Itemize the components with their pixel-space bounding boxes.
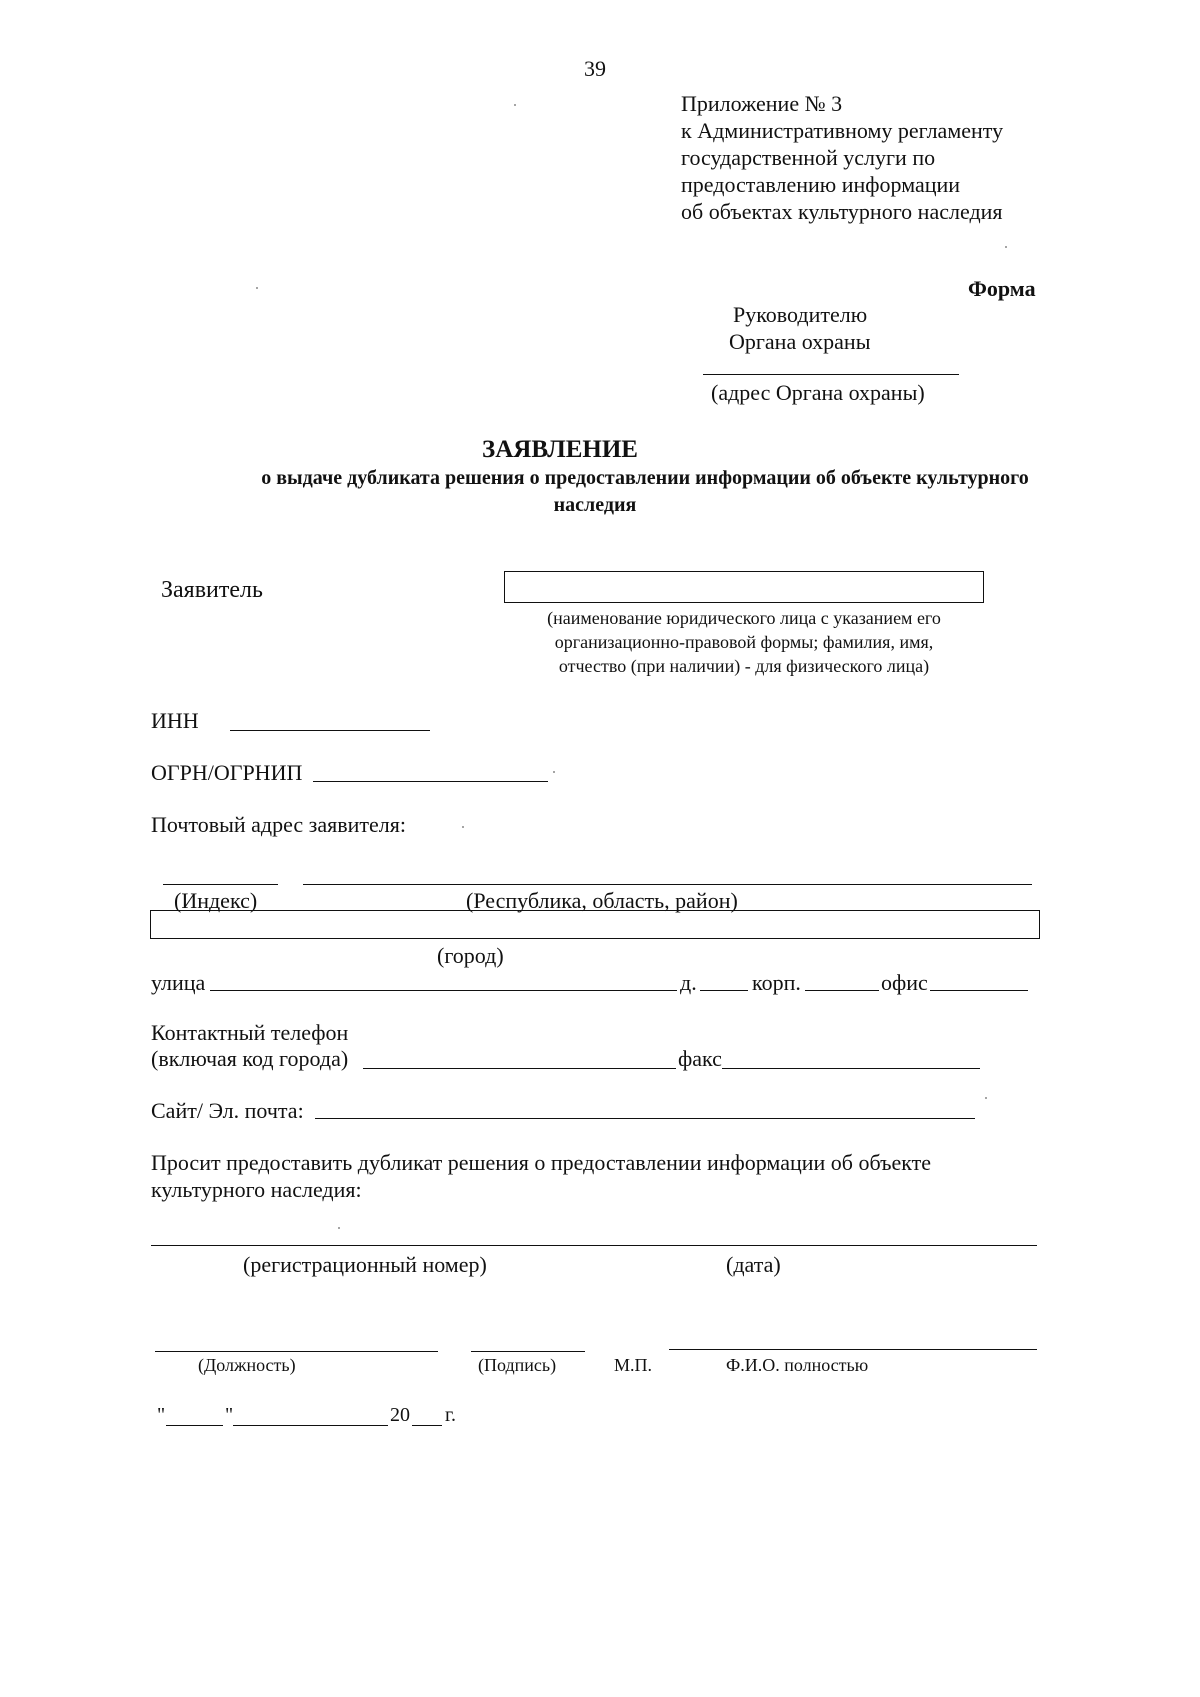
appendix-line-4: предоставлению информации [681, 172, 961, 197]
scan-speck [256, 287, 258, 289]
date-month-field[interactable] [233, 1425, 388, 1426]
building-field[interactable] [805, 990, 879, 991]
office-label: офис [881, 970, 928, 995]
position-field[interactable] [155, 1351, 438, 1352]
applicant-caption-line-2: организационно-правовой формы; фамилия, имя, [554, 632, 934, 652]
street-field[interactable] [210, 990, 677, 991]
date-year-prefix: 20 [390, 1404, 410, 1426]
fax-label: факс [678, 1046, 722, 1071]
site-email-field[interactable] [315, 1118, 975, 1119]
applicant-label: Заявитель [161, 577, 263, 603]
site-email-label: Сайт/ Эл. почта: [151, 1098, 304, 1123]
appendix-line-1: Приложение № 3 [681, 91, 843, 116]
postal-city-caption: (город) [437, 943, 504, 968]
postal-index-field[interactable] [163, 884, 278, 885]
date-day-field[interactable] [166, 1425, 223, 1426]
phone-label-line-2: (включая код города) [151, 1046, 349, 1071]
postal-index-caption: (Индекс) [174, 888, 258, 913]
office-field[interactable] [930, 990, 1028, 991]
scan-speck [1005, 246, 1007, 248]
scan-speck [338, 1227, 340, 1229]
house-field[interactable] [700, 990, 748, 991]
phone-label-line-1: Контактный телефон [151, 1020, 349, 1045]
request-text-line-2: культурного наследия: [151, 1177, 362, 1202]
scan-speck [514, 104, 516, 106]
reg-number-date-field[interactable] [151, 1245, 1037, 1246]
postal-city-field[interactable] [150, 910, 1040, 939]
form-label: Форма [968, 276, 1036, 301]
inn-field[interactable] [230, 730, 430, 731]
document-subtitle-line-1: о выдаче дубликата решения о предоставлении информации об объекте культурного [261, 467, 1029, 489]
street-label: улица [151, 970, 206, 995]
date-close-quote: " [225, 1404, 234, 1426]
applicant-caption-line-1: (наименование юридического лица с указанием его [547, 608, 941, 628]
addressee-address-caption: (адрес Органа охраны) [711, 380, 925, 405]
scan-speck [553, 771, 555, 773]
addressee-line-2: Органа охраны [729, 329, 871, 354]
position-caption: (Должность) [198, 1355, 296, 1375]
date-caption: (дата) [726, 1252, 781, 1277]
applicant-name-field[interactable] [504, 571, 984, 603]
applicant-caption-line-3: отчество (при наличии) - для физического лица) [558, 656, 930, 676]
addressee-line-1: Руководителю [733, 302, 868, 327]
ogrn-label: ОГРН/ОГРНИП [151, 760, 303, 785]
full-name-field[interactable] [669, 1349, 1037, 1350]
signature-caption: (Подпись) [478, 1355, 557, 1375]
appendix-line-5: об объектах культурного наследия [681, 199, 1003, 224]
addressee-address-line [703, 374, 959, 375]
signature-field[interactable] [471, 1351, 585, 1352]
building-label: корп. [752, 970, 801, 995]
postal-region-field[interactable] [303, 884, 1032, 885]
house-label: д. [680, 970, 697, 995]
date-open-quote: " [157, 1404, 166, 1426]
postal-region-caption: (Республика, область, район) [466, 888, 738, 913]
scan-speck [462, 826, 464, 828]
date-year-field[interactable] [412, 1425, 442, 1426]
postal-address-label: Почтовый адрес заявителя: [151, 812, 407, 837]
phone-field[interactable] [363, 1068, 676, 1069]
inn-label: ИНН [151, 708, 199, 733]
date-year-suffix: г. [445, 1404, 456, 1426]
appendix-line-2: к Административному регламенту [681, 118, 1004, 143]
page-number: 39 [584, 56, 606, 81]
document-subtitle-line-2: наследия [553, 494, 637, 516]
stamp-label: М.П. [614, 1355, 653, 1375]
ogrn-field[interactable] [313, 781, 548, 782]
document-title: ЗАЯВЛЕНИЕ [482, 436, 638, 463]
appendix-line-3: государственной услуги по [681, 145, 936, 170]
full-name-caption: Ф.И.О. полностью [726, 1355, 869, 1375]
scan-speck [985, 1097, 987, 1099]
request-text-line-1: Просит предоставить дубликат решения о предоставлении информации об объекте [151, 1150, 932, 1175]
fax-field[interactable] [722, 1068, 980, 1069]
reg-number-caption: (регистрационный номер) [243, 1252, 487, 1277]
